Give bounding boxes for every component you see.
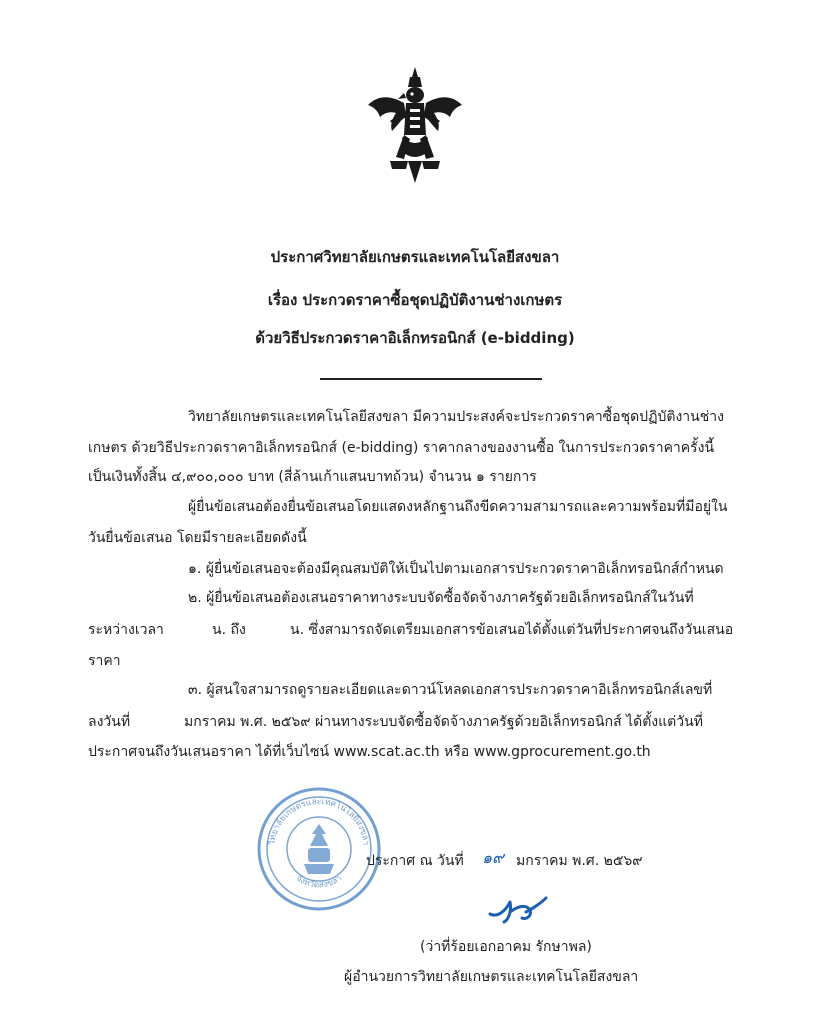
subject-line: เรื่อง ประกวดราคาซื้อชุดปฏิบัติงานช่างเกษตร <box>267 291 563 309</box>
announce-date-prefix: ประกาศ ณ วันที่ <box>366 853 464 869</box>
item-2-time-label: ระหว่างเวลา <box>88 622 164 638</box>
announcement-title: ประกาศวิทยาลัยเกษตรและเทคโนโลยีสงขลา <box>270 248 560 266</box>
item-3-line-3: ประกาศจนถึงวันเสนอราคา ได้ที่เว็บไซน์ www.scat.ac.th หรือ www.gprocurement.go.th <box>88 744 651 760</box>
paragraph-2-line-1: ผู้ยื่นข้อเสนอต้องยื่นข้อเสนอโดยแสดงหลักฐานถึงขีดความสามารถและความพร้อมที่มีอยู่ใน <box>188 499 728 515</box>
item-2-line-1: ๒. ผู้ยื่นข้อเสนอต้องเสนอราคาทางระบบจัดซื้อจัดจ้างภาครัฐด้วยอิเล็กทรอนิกส์ในวันที่ <box>188 590 694 606</box>
paragraph-1-line-2: เกษตร ด้วยวิธีประกวดราคาอิเล็กทรอนิกส์ (e-bidding) ราคากลางของงานซื้อ ในการประกวดราคาครั้งนี้ <box>88 440 715 456</box>
announce-day: ๑๙ <box>482 848 504 867</box>
announce-date-suffix: มกราคม พ.ศ. ๒๕๖๙ <box>516 853 643 869</box>
paragraph-2-line-2: วันยื่นข้อเสนอ โดยมีรายละเอียดดังนี้ <box>88 530 307 546</box>
paragraph-1-line-1: วิทยาลัยเกษตรและเทคโนโลยีสงขลา มีความประสงค์จะประกวดราคาซื้อชุดปฏิบัติงานช่าง <box>188 409 724 425</box>
item-2-line-3: ราคา <box>88 653 121 669</box>
signer-position: ผู้อำนวยการวิทยาลัยเกษตรและเทคโนโลยีสงขลา <box>344 969 639 985</box>
svg-text:วิทยาลัยเกษตรและเทคโนโลยีสงขลา: วิทยาลัยเกษตรและเทคโนโลยีสงขลา <box>267 796 371 846</box>
signer-name: (ว่าที่ร้อยเอกอาคม รักษาพล) <box>420 939 592 955</box>
garuda-emblem <box>360 65 470 185</box>
item-3-line-2: มกราคม พ.ศ. ๒๕๖๙ ผ่านทางระบบจัดซื้อจัดจ้างภาครัฐด้วยอิเล็กทรอนิกส์ ได้ตั้งแต่วันที่ <box>184 714 703 730</box>
item-1: ๑. ผู้ยื่นข้อเสนอจะต้องมีคุณสมบัติให้เป็นไปตามเอกสารประกวดราคาอิเล็กทรอนิกส์กำหนด <box>188 561 724 577</box>
item-2-line-2: น. ซึ่งสามารถจัดเตรียมเอกสารข้อเสนอได้ตั้งแต่วันที่ประกาศจนถึงวันเสนอ <box>290 622 734 638</box>
item-3-date-label: ลงวันที่ <box>88 714 131 730</box>
official-stamp <box>256 786 382 912</box>
item-3-line-1: ๓. ผู้สนใจสามารถดูรายละเอียดและดาวน์โหลดเอกสารประกวดราคาอิเล็กทรอนิกส์เลขที่ <box>188 682 713 698</box>
title-divider <box>320 378 542 380</box>
signature <box>486 892 550 928</box>
paragraph-1-line-3: เป็นเงินทั้งสิ้น ๔,๙๐๐,๐๐๐ บาท (สี่ล้านเก้าแสนบาทถ้วน) จำนวน ๑ รายการ <box>88 469 537 485</box>
item-2-time-to: น. ถึง <box>212 622 246 638</box>
svg-text:จังหวัดสงขลา: จังหวัดสงขลา <box>293 873 345 891</box>
method-line: ด้วยวิธีประกวดราคาอิเล็กทรอนิกส์ (e-bidding) <box>255 329 575 347</box>
